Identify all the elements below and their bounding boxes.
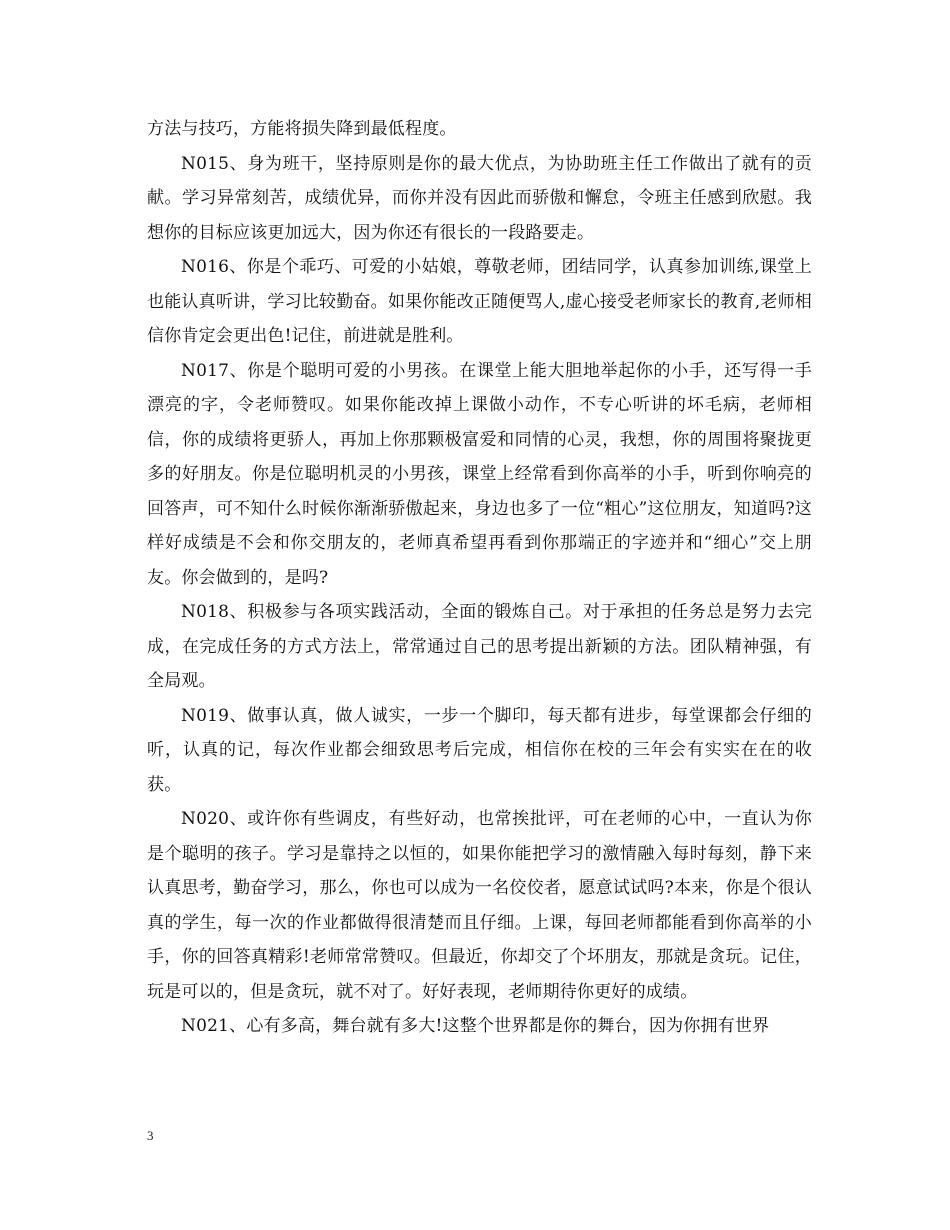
body-text — [147, 112, 812, 1044]
paragraph-n019: N019、做事认真，做人诚实，一步一个脚印，每天都有进步，每堂课都会仔细的听，认真的记，每次作业都会细致思考后完成，相信你在校的三年会有实实在在的收获。 — [147, 705, 812, 795]
paragraph-n020: N020、或许你有些调皮，有些好动，也常挨批评，可在老师的心中，一直认为你是个聪明的孩子。学习是靠持之以恒的，如果你能把学习的激情融入每时每刻，静下来认真思考，勤奋学习，那么，你也可以成为一名佼佼者，愿意试试吗?本来，你是个很认真的学生，每一次的作业都做得很清楚而且仔细。上课，每回老师都能看到你高举的小手，你的回答真精彩!老师常常赞叹。但最近，你却交了个坏朋友，那就是贪玩。记住，玩是可以的，但是贪玩，就不对了。好好表现，老师期待你更好的成绩。 — [147, 809, 812, 1002]
paragraph-n016: N016、你是个乖巧、可爱的小姑娘，尊敬老师，团结同学，认真参加训练,课堂上也能认真听讲，学习比较勤奋。如果你能改正随便骂人,虚心接受老师家长的教育,老师相信你肯定会更出色!记住，前进就是胜利。 — [147, 257, 812, 346]
paragraph-n017: N017、你是个聪明可爱的小男孩。在课堂上能大胆地举起你的小手，还写得一手漂亮的字，令老师赞叹。如果你能改掉上课做小动作，不专心听讲的坏毛病，老师相信，你的成绩将更骄人，再加上你那颗极富爱和同情的心灵，我想，你的周围将聚拢更多的好朋友。你是位聪明机灵的小男孩，课堂上经常看到你高举的小手，听到你响亮的回答声，可不知什么时候你渐渐骄傲起来，身边也多了一位“粗心”这位朋友，知道吗?这样好成绩是不会和你交朋友的，老师真希望再看到你那端正的字迹并和“细心”交上朋友。你会做到的，是吗? — [147, 360, 812, 588]
paragraph-n021: N021、心有多高，舞台就有多大!这整个世界都是你的舞台，因为你拥有世界 — [181, 1016, 770, 1036]
paragraph-continuation: 方法与技巧，方能将损失降到最低程度。 — [147, 119, 457, 139]
page-number: 3 — [147, 1128, 154, 1143]
paragraph-n018: N018、积极参与各项实践活动，全面的锻炼自己。对于承担的任务总是努力去完成，在完成任务的方式方法上，常常通过自己的思考提出新颖的方法。团队精神强，有全局观。 — [147, 602, 812, 691]
paragraph-n015: N015、身为班干，坚持原则是你的最大优点，为协助班主任工作做出了就有的贡献。学习异常刻苦，成绩优异，而你并没有因此而骄傲和懈怠，令班主任感到欣慰。我想你的目标应该更加远大，因为你还有很长的一段路要走。 — [147, 153, 812, 243]
